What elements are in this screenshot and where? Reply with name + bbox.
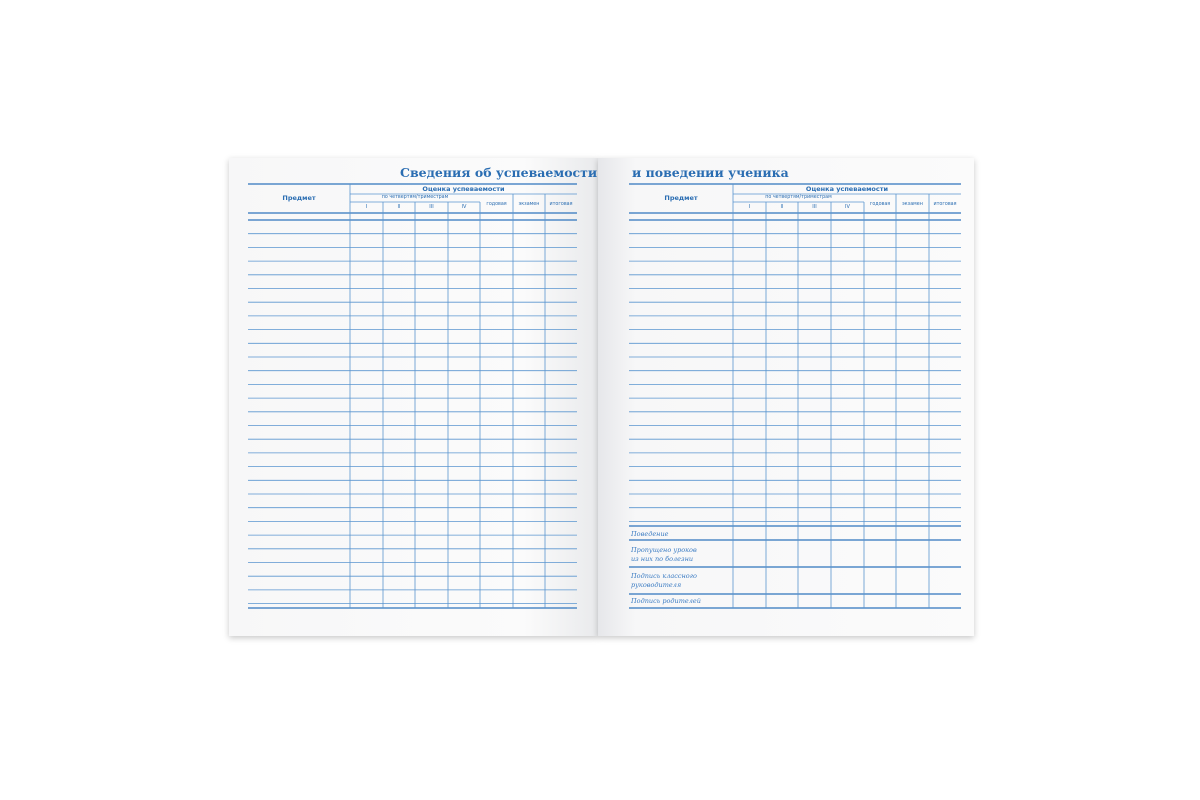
annual-header-right: годовая: [869, 202, 891, 207]
period-header-right: по четвертям/триместрам: [765, 195, 832, 200]
absences-row-label-2: из них по болезни: [631, 555, 694, 563]
grades-grid-right: [629, 184, 961, 608]
final-header-right: итоговая: [933, 202, 957, 207]
final-header: итоговая: [549, 202, 573, 207]
subject-header: Предмет: [282, 194, 316, 202]
grades-grid-left: [248, 184, 577, 608]
grades-table-right: [629, 184, 961, 608]
exam-header: экзамен: [518, 202, 540, 207]
quarter-2-header-right: II: [780, 204, 784, 210]
period-header: по четвертям/триместрам: [381, 195, 449, 200]
quarter-2-header: II: [397, 204, 401, 210]
grades-header: Оценка успеваемости: [422, 185, 505, 193]
exam-header-right: экзамен: [902, 202, 923, 207]
quarter-3-header: III: [429, 204, 434, 210]
teacher-signature-label-1: Подпись классного: [631, 572, 697, 580]
absences-row-label-1: Пропущено уроков: [631, 546, 697, 554]
subject-header-right: Предмет: [664, 194, 698, 202]
quarter-4-header-right: IV: [845, 204, 850, 210]
annual-header: годовая: [486, 202, 507, 207]
quarter-1-header-right: I: [748, 204, 751, 210]
quarter-1-header: I: [365, 204, 368, 210]
teacher-signature-label-2: руководителя: [631, 581, 682, 589]
parent-signature-label: Подпись родителей: [631, 597, 701, 605]
grades-table-left: [248, 184, 577, 608]
quarter-4-header: IV: [461, 204, 467, 210]
left-page-title: Сведения об успеваемости: [400, 165, 598, 180]
behavior-row-label: Поведение: [631, 530, 669, 538]
quarter-3-header-right: III: [812, 204, 817, 210]
right-page-title: и поведении ученика: [632, 165, 789, 180]
grades-header-right: Оценка успеваемости: [805, 185, 889, 193]
